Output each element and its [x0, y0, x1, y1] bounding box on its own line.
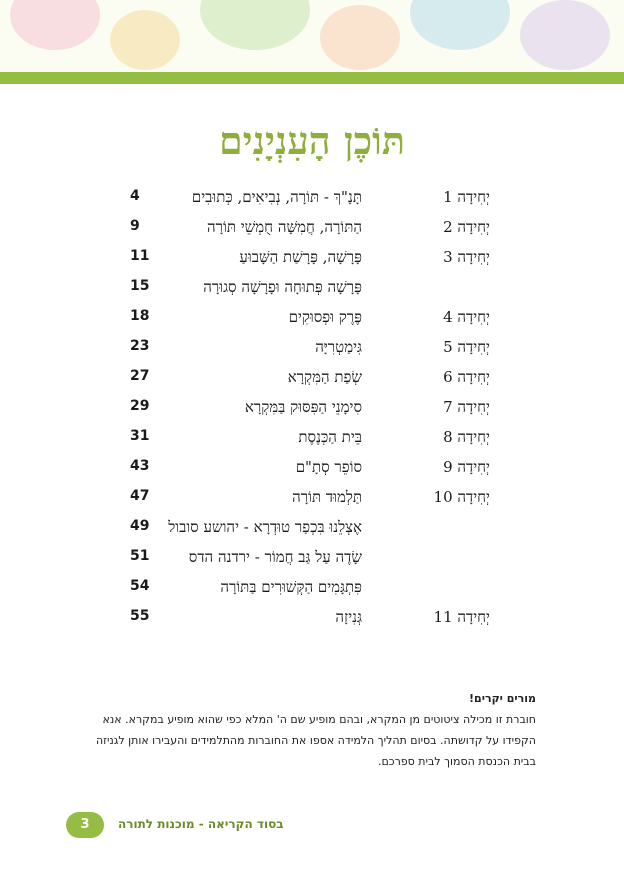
page-number: 27 [130, 368, 150, 384]
note-body: חוברת זו מכילה ציטוטים מן המקרא, ובהם מופיע שם ה' המלא כפי שהוא מופיע במקרא. אנא הקפידו על קדושתה. בסיום תהליך הלמידה אספו את החוברות מהתלמידים והעבירו אותן לגניזה בבית הכנסת הסמוך לבית ספרכם. [95, 713, 536, 768]
teacher-note [76, 688, 536, 772]
toc-row[interactable] [130, 242, 490, 272]
entry-title: סִימָנֵי הַפִּסּוּק בַּמִּקְרָא [244, 398, 362, 416]
page-number: 43 [130, 458, 150, 474]
entry-title: תַּלְמוּד תּוֹרָה [292, 488, 362, 506]
entry-title: אֶצְלֵנוּ בִּכְפַר טוּדְרָא - יהושע סובול [168, 518, 362, 536]
page-number: 18 [130, 308, 150, 324]
decorative-letter-shape [10, 0, 100, 50]
toc-row[interactable] [130, 362, 490, 392]
entry-title: הַתּוֹרָה, חֲמִשָּׁה חֻמְשֵׁי תּוֹרָה [206, 218, 362, 236]
unit-label: יְחִידָה 4 [443, 308, 490, 326]
page-number: 31 [130, 428, 150, 444]
decorative-banner [0, 0, 624, 80]
entry-title: גְּנִיזָה [335, 608, 362, 626]
page-number: 15 [130, 278, 150, 294]
toc-row[interactable] [130, 542, 490, 572]
toc-row[interactable] [130, 302, 490, 332]
decorative-letter-shape [320, 5, 400, 70]
page-title: תּוֹכֶן הָעִנְיָנִים [218, 118, 406, 163]
note-heading: מורים יקרים! [469, 692, 536, 705]
toc-row[interactable] [130, 272, 490, 302]
toc-row[interactable] [130, 392, 490, 422]
toc-row[interactable] [130, 452, 490, 482]
entry-title: שְׂפַת הַמִּקְרָא [287, 368, 362, 386]
page-number: 23 [130, 338, 150, 354]
unit-label: יְחִידָה 2 [443, 218, 490, 236]
page-number: 51 [130, 548, 150, 564]
page-number: 4 [130, 188, 140, 204]
page-number: 54 [130, 578, 150, 594]
unit-label: יְחִידָה 7 [443, 398, 490, 416]
toc-row[interactable] [130, 572, 490, 602]
table-of-contents [130, 182, 490, 632]
footer-book-title: בסוד הקריאה - מוכנות לתורה [118, 817, 284, 831]
toc-row[interactable] [130, 512, 490, 542]
unit-label: יְחִידָה 11 [433, 608, 490, 626]
entry-title: תָּנָ"ךְ - תּוֹרָה, נְבִיאִים, כְּתוּבִים [191, 188, 362, 206]
unit-label: יְחִידָה 9 [443, 458, 490, 476]
unit-label: יְחִידָה 8 [443, 428, 490, 446]
toc-row[interactable] [130, 212, 490, 242]
entry-title: סוֹפֵר סְתָ"ם [295, 458, 362, 476]
page-number: 9 [130, 218, 140, 234]
entry-title: פֶּרֶק וּפְסוּקִים [288, 308, 362, 326]
decorative-letter-shape [200, 0, 310, 50]
page-number: 47 [130, 488, 150, 504]
entry-title: שָׂדֶה עַל גַּב חֲמוֹר - ירדנה הדס [188, 548, 362, 566]
decorative-letter-shape [520, 0, 610, 70]
page-number: 49 [130, 518, 150, 534]
toc-row[interactable] [130, 422, 490, 452]
unit-label: יְחִידָה 1 [443, 188, 490, 206]
unit-label: יְחִידָה 10 [433, 488, 490, 506]
unit-label: יְחִידָה 3 [443, 248, 490, 266]
page-number: 55 [130, 608, 150, 624]
entry-title: בֵּית הַכְּנֶסֶת [298, 428, 362, 446]
toc-row[interactable] [130, 602, 490, 632]
unit-label: יְחִידָה 6 [443, 368, 490, 386]
header-divider [0, 72, 624, 84]
decorative-letter-shape [410, 0, 510, 50]
footer-page-number: 3 [66, 812, 104, 838]
page-number: 11 [130, 248, 150, 264]
unit-label: יְחִידָה 5 [443, 338, 490, 356]
toc-row[interactable] [130, 332, 490, 362]
entry-title: פָּרָשָׁה, פָּרָשַׁת הַשָּׁבוּעַ [239, 248, 362, 266]
entry-title: גִּימַטְרִיָּה [315, 338, 362, 356]
decorative-letter-shape [110, 10, 180, 70]
page-number: 29 [130, 398, 150, 414]
entry-title: פִּתְגָּמִים הַקְּשׁוּרִים בַּתּוֹרָה [220, 578, 362, 596]
entry-title: פָּרָשָׁה פְּתוּחָה וּפָרָשָׁה סְגוּרָה [203, 278, 362, 296]
toc-row[interactable] [130, 182, 490, 212]
toc-row[interactable] [130, 482, 490, 512]
